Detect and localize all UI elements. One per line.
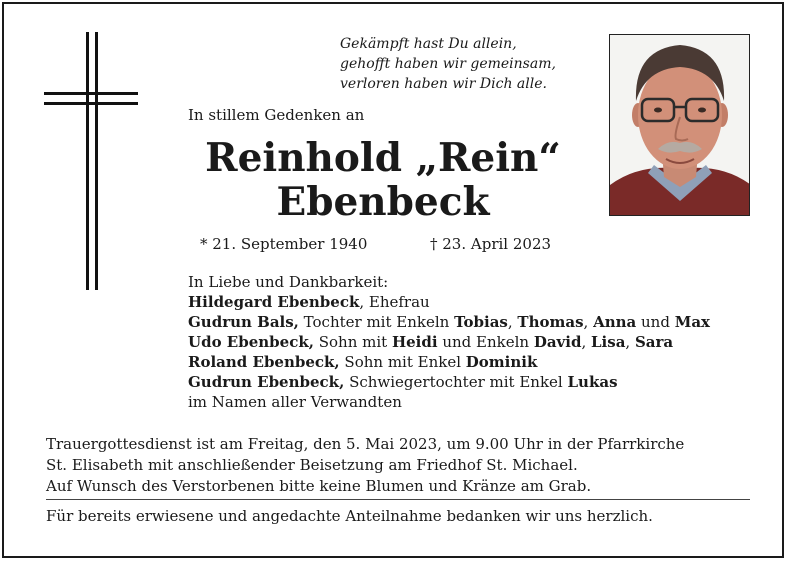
motto-line: Gekämpft hast Du allein, bbox=[340, 36, 517, 52]
mourner-line bbox=[188, 292, 710, 312]
mourner-relation: Schwiegertochter mit Enkel bbox=[344, 373, 568, 391]
mourner-name: Lukas bbox=[567, 373, 618, 391]
name-line-2: Ebenbeck bbox=[276, 179, 490, 225]
service-line: St. Elisabeth mit anschließender Beisetzung am Friedhof St. Michael. bbox=[46, 456, 578, 474]
birth-date: * 21. September 1940 bbox=[200, 235, 368, 253]
mourner-name: Hildegard Ebenbeck bbox=[188, 293, 360, 311]
deceased-name bbox=[188, 136, 578, 224]
mourner-relation: , bbox=[581, 333, 591, 351]
mourner-line bbox=[188, 332, 710, 352]
mourner-name: Heidi bbox=[391, 333, 438, 351]
mourner-name: Anna bbox=[593, 313, 637, 331]
mourner-relation: Sohn mit Enkel bbox=[339, 353, 466, 371]
service-line: Trauergottesdienst ist am Freitag, den 5. Mai 2023, um 9.00 Uhr in der Pfarrkirche bbox=[46, 435, 685, 453]
intro-text: In stillem Gedenken an bbox=[188, 106, 365, 124]
mourner-name: Gudrun Ebenbeck, bbox=[188, 373, 345, 391]
mourner-relation: Sohn mit bbox=[313, 333, 392, 351]
mourner-line bbox=[188, 372, 710, 392]
mourner-relation: im Namen aller Verwandten bbox=[188, 393, 402, 411]
mourner-name: Roland Ebenbeck, bbox=[188, 353, 340, 371]
motto-line: gehofft haben wir gemeinsam, bbox=[340, 56, 556, 72]
name-line-1: Reinhold „Rein“ bbox=[205, 135, 561, 181]
death-date: † 23. April 2023 bbox=[430, 235, 552, 253]
mourners-list bbox=[188, 272, 710, 412]
mourner-name: Gudrun Bals, bbox=[188, 313, 299, 331]
mourner-relation: und Enkeln bbox=[437, 333, 534, 351]
service-line: Auf Wunsch des Verstorbenen bitte keine Blumen und Kränze am Grab. bbox=[46, 477, 592, 495]
mourner-relation: und bbox=[636, 313, 675, 331]
mourner-line bbox=[188, 392, 710, 412]
obituary-notice bbox=[2, 2, 784, 558]
mourner-relation: Tochter mit Enkeln bbox=[298, 313, 455, 331]
cross-icon bbox=[44, 32, 140, 290]
mourners-heading: In Liebe und Dankbarkeit: bbox=[188, 273, 389, 291]
motto-verse bbox=[340, 34, 595, 94]
mourner-relation: , bbox=[583, 313, 594, 331]
mourner-relation: , bbox=[507, 313, 518, 331]
mourner-name: Lisa bbox=[591, 333, 626, 351]
mourner-name: Udo Ebenbeck, bbox=[188, 333, 314, 351]
motto-line: verloren haben wir Dich alle. bbox=[340, 76, 547, 92]
mourner-name: David bbox=[533, 333, 582, 351]
mourner-name: Max bbox=[674, 313, 710, 331]
mourner-line bbox=[188, 312, 710, 332]
portrait-photo bbox=[609, 34, 750, 216]
funeral-service-info bbox=[46, 434, 756, 497]
mourner-name: Thomas bbox=[517, 313, 584, 331]
thanks-note: Für bereits erwiesene und angedachte Anteilnahme bedanken wir uns herzlich. bbox=[46, 507, 653, 525]
mourner-line bbox=[188, 352, 710, 372]
divider bbox=[46, 499, 750, 500]
mourner-name: Dominik bbox=[465, 353, 538, 371]
mourner-name: Sara bbox=[634, 333, 674, 351]
mourner-relation: , bbox=[625, 333, 635, 351]
mourner-name: Tobias bbox=[454, 313, 508, 331]
mourner-relation: , Ehefrau bbox=[359, 293, 430, 311]
